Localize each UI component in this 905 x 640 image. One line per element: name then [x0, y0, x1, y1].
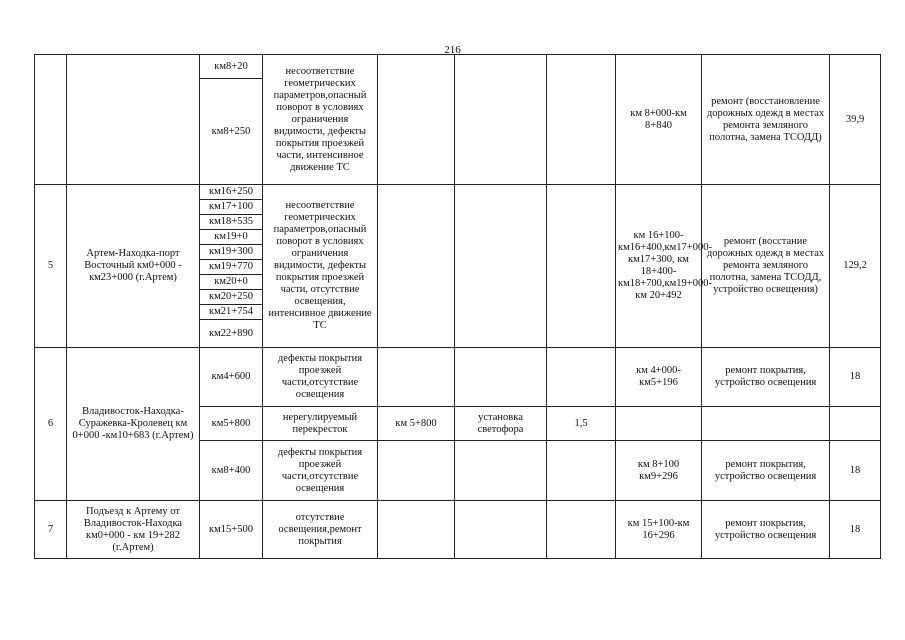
- road-section: км 16+100-км16+400,км17+000-км17+300, км 18+400-км18+700,км19+000-км 20+492: [616, 185, 702, 348]
- cell-empty: [547, 55, 616, 185]
- row-number: [35, 55, 67, 185]
- table-row: [35, 348, 881, 407]
- problem-description: дефекты покрытия проезжей части,отсутствие освещения: [263, 348, 378, 407]
- intersection-place: км 5+800: [378, 407, 455, 441]
- cell-empty: [378, 501, 455, 559]
- km-point: км21+754: [200, 305, 262, 320]
- km-point: км19+0: [200, 230, 262, 245]
- cell-empty: [547, 501, 616, 559]
- road-defects-table: [34, 54, 881, 559]
- km-point: км19+300: [200, 245, 262, 260]
- row-number: 5: [35, 185, 67, 348]
- road-section: км 4+000-км5+196: [616, 348, 702, 407]
- road-name: Артем-Находка-порт Восточный км0+000 - км23+000 (г.Артем): [67, 185, 200, 348]
- cell-empty: [455, 55, 547, 185]
- km-point-list: [200, 185, 263, 348]
- value: 39,9: [830, 55, 881, 185]
- road-name: Подъезд к Артему от Владивосток-Находка км0+000 - км 19+282 (г.Артем): [67, 501, 200, 559]
- km-point: км20+250: [200, 290, 262, 305]
- problem-description: отсутствие освещения,ремонт покрытия: [263, 501, 378, 559]
- problem-description: нерегулируемый перекресток: [263, 407, 378, 441]
- km-point: км15+500: [200, 501, 263, 559]
- value: 129,2: [830, 185, 881, 348]
- cell-empty: [378, 441, 455, 501]
- cell-empty: [830, 407, 881, 441]
- road-section: км 15+100-км 16+296: [616, 501, 702, 559]
- cell-empty: [378, 55, 455, 185]
- measure-cost: 1,5: [547, 407, 616, 441]
- repair-work: ремонт покрытия, устройство освещения: [702, 348, 830, 407]
- km-point: км16+250: [200, 185, 262, 200]
- repair-work: ремонт (восстание дорожных одежд в местах ремонта земляного полотна, замена ТСОДД, устройство освещения): [702, 185, 830, 348]
- table-row: [35, 185, 881, 348]
- table-row: [35, 501, 881, 559]
- cell-empty: [616, 407, 702, 441]
- value: 18: [830, 348, 881, 407]
- row-number: 7: [35, 501, 67, 559]
- km-point: км8+250: [200, 79, 263, 185]
- road-name: [67, 55, 200, 185]
- cell-empty: [547, 185, 616, 348]
- road-section: км 8+000-км 8+840: [616, 55, 702, 185]
- cell-empty: [547, 348, 616, 407]
- cell-empty: [455, 185, 547, 348]
- cell-empty: [702, 407, 830, 441]
- table-row: [35, 55, 881, 79]
- cell-empty: [455, 348, 547, 407]
- cell-empty: [547, 441, 616, 501]
- cell-empty: [378, 185, 455, 348]
- km-point: км19+770: [200, 260, 262, 275]
- repair-work: ремонт (восстановление дорожных одежд в местах ремонта земляного полотна, замена ТСОДД): [702, 55, 830, 185]
- road-name: Владивосток-Находка-Суражевка-Кролевец км 0+000 -км10+683 (г.Артем): [67, 348, 200, 501]
- km-point: км5+800: [200, 407, 263, 441]
- road-section: км 8+100 км9+296: [616, 441, 702, 501]
- repair-work: ремонт покрытия, устройство освещения: [702, 441, 830, 501]
- cell-empty: [455, 441, 547, 501]
- cell-empty: [455, 501, 547, 559]
- measure: установка светофора: [455, 407, 547, 441]
- row-number: 6: [35, 348, 67, 501]
- value: 18: [830, 501, 881, 559]
- page-number: 216: [444, 44, 461, 56]
- problem-description: несоответствие геометрических параметров,опасный поворот в условиях ограничения видимости, дефекты покрытия проезжей части, интенсивное движение ТС: [263, 55, 378, 185]
- cell-empty: [378, 348, 455, 407]
- km-point: км22+890: [209, 328, 253, 339]
- problem-description: дефекты покрытия проезжей части,отсутствие освещения: [263, 441, 378, 501]
- repair-work: ремонт покрытия, устройство освещения: [702, 501, 830, 559]
- km-point: км8+20: [200, 55, 263, 79]
- km-point: км8+400: [200, 441, 263, 501]
- problem-description: несоответствие геометрических параметров,опасный поворот в условиях ограничения видимости, дефекты покрытия проезжей части, отсутствие освещения, интенсивное движение ТС: [263, 185, 378, 348]
- km-point: км20+0: [200, 275, 262, 290]
- value: 18: [830, 441, 881, 501]
- km-point: км18+535: [200, 215, 262, 230]
- km-point: км17+100: [200, 200, 262, 215]
- km-point: км4+600: [200, 348, 263, 407]
